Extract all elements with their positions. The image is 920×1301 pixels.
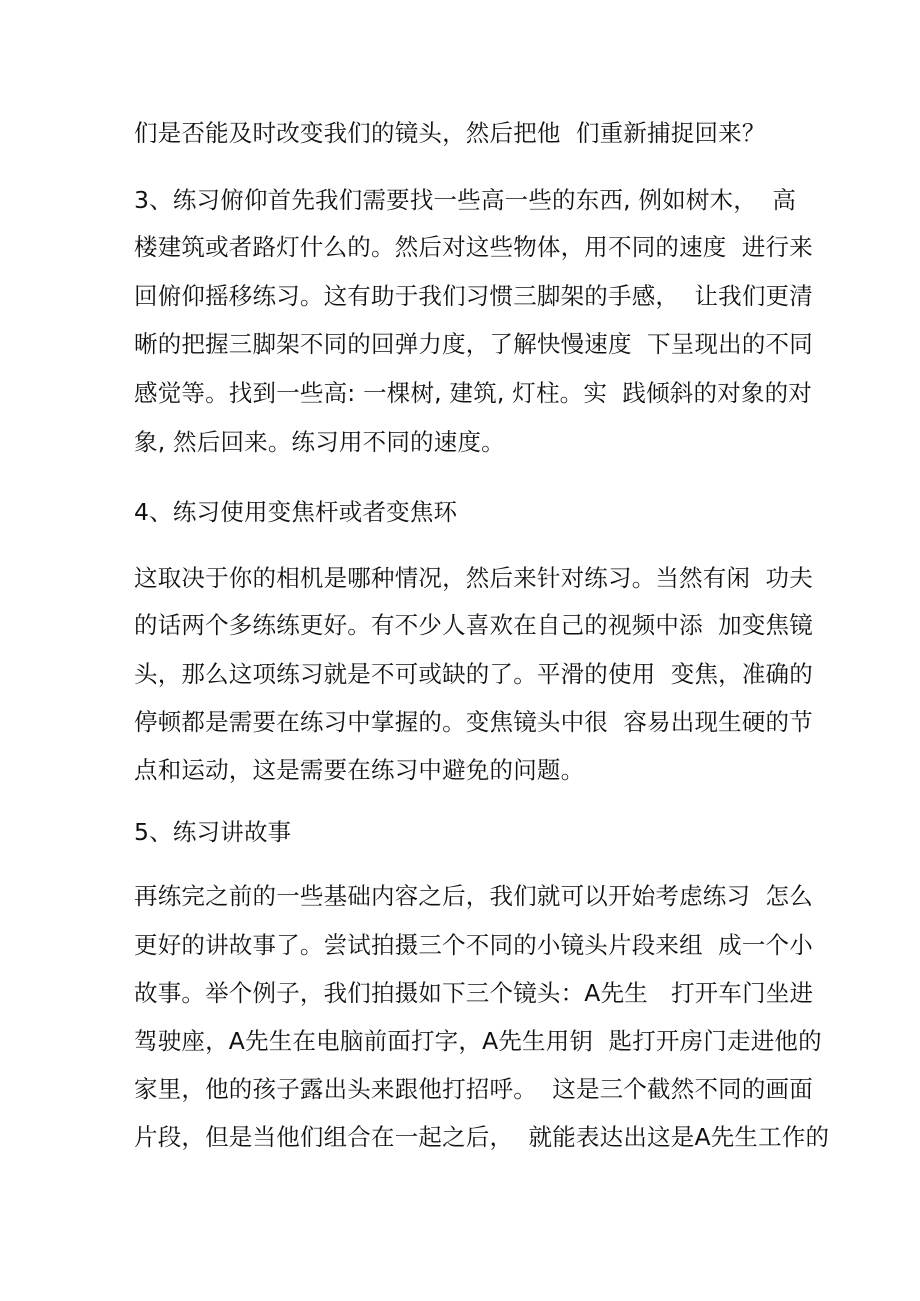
text-line: 再练完之前的一些基础内容之后，我们就可以开始考虑练习 怎么 bbox=[134, 882, 813, 910]
text-line: 回俯仰摇移练习。这有助于我们习惯三脚架的手感， 让我们更清 bbox=[134, 282, 813, 310]
section-5-heading: 5、练习讲故事 bbox=[134, 818, 292, 846]
text-line: 停顿都是需要在练习中掌握的。变焦镜头中很 容易出现生硬的节 bbox=[134, 708, 813, 736]
text-line: 驾驶座，A先生在电脑前面打字，A先生用钥 匙打开房门走进他的 bbox=[134, 1027, 822, 1055]
text-line: 家里，他的孩子露出头来跟他打招呼。 这是三个截然不同的画面 bbox=[134, 1075, 813, 1103]
section-4-heading: 4、练习使用变焦杆或者变焦环 bbox=[134, 498, 458, 526]
text-line: 片段，但是当他们组合在一起之后， 就能表达出这是A先生工作的 bbox=[134, 1123, 830, 1151]
text-line: 故事。举个例子，我们拍摄如下三个镜头：A先生 打开车门坐进 bbox=[134, 979, 814, 1007]
text-line: 这取决于你的相机是哪种情况，然后来针对练习。当然有闲 功夫 bbox=[134, 564, 813, 592]
text-line: 晰的把握三脚架不同的回弹力度，了解快慢速度 下呈现出的不同 bbox=[134, 330, 813, 358]
text-line: 更好的讲故事了。尝试拍摄三个不同的小镜头片段来组 成一个小 bbox=[134, 931, 813, 959]
text-line: 们是否能及时改变我们的镜头，然后把他 们重新捕捉回来？ bbox=[134, 119, 766, 147]
text-line: 头，那么这项练习就是不可或缺的了。平滑的使用 变焦，准确的 bbox=[134, 660, 813, 688]
text-line: 象, 然后回来。练习用不同的速度。 bbox=[134, 428, 505, 456]
text-line: 楼建筑或者路灯什么的。然后对这些物体，用不同的速度 进行来 bbox=[134, 233, 813, 261]
text-line: 的话两个多练练更好。有不少人喜欢在自己的视频中添 加变焦镜 bbox=[134, 611, 813, 639]
text-line: 感觉等。找到一些高: 一棵树, 建筑, 灯柱。实 践倾斜的对象的对 bbox=[134, 379, 813, 407]
section-3-heading-line: 3、练习俯仰首先我们需要找一些高一些的东西, 例如树木， 高 bbox=[134, 186, 797, 214]
text-line: 点和运动，这是需要在练习中避免的问题。 bbox=[134, 756, 585, 784]
